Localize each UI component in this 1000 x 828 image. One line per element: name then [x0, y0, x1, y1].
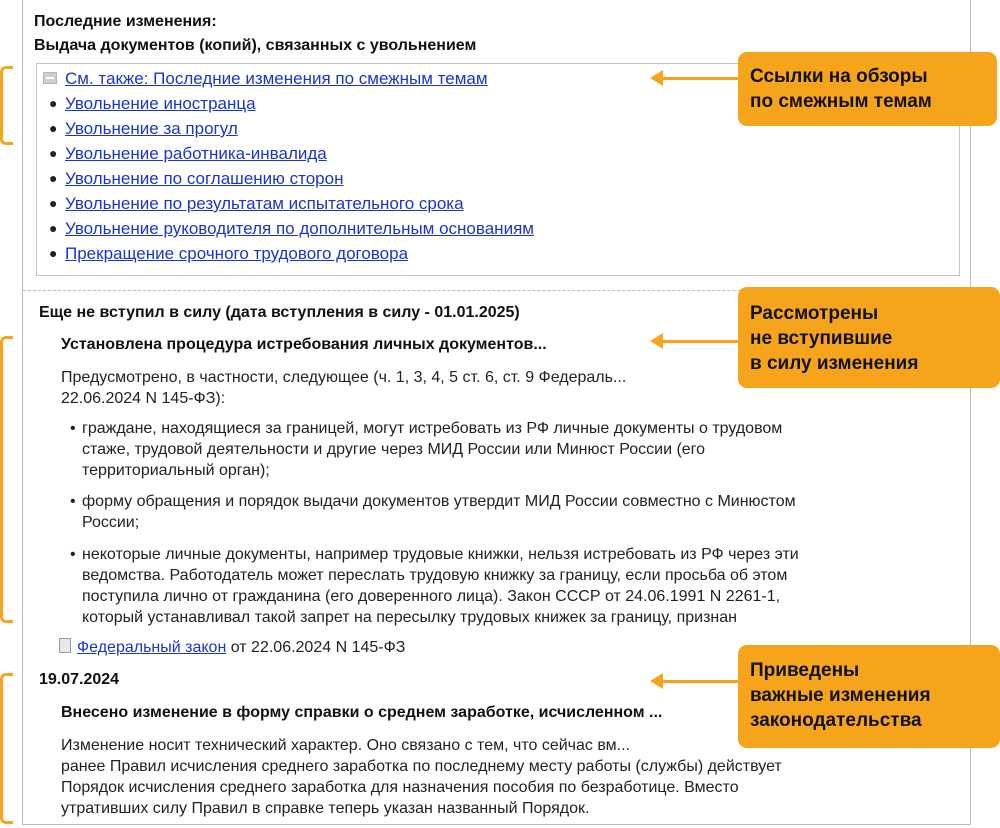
- related-link[interactable]: Прекращение срочного трудового договора: [65, 244, 409, 263]
- bracket-marker: [0, 66, 13, 145]
- callout-line: законодательства: [750, 710, 922, 731]
- list-item: [70, 491, 962, 533]
- collapse-icon[interactable]: [43, 72, 57, 84]
- source-document: [59, 638, 405, 657]
- related-link[interactable]: Увольнение иностранца: [65, 94, 256, 113]
- intro-text: [61, 367, 626, 409]
- list-item: [42, 141, 534, 166]
- text-line: Изменение носит технический характер. Оно связано с тем, что сейчас вм...: [61, 737, 630, 754]
- bullet-icon: •: [70, 420, 76, 437]
- arrow-icon: [662, 77, 738, 80]
- bullet-line: стаже, трудовой деятельности и другие через МИД России или Минюст России (его: [82, 441, 706, 458]
- related-link[interactable]: Увольнение за прогул: [65, 119, 238, 138]
- bullet-line: некоторые личные документы, например трудовые книжки, нельзя истребовать из РФ через эти: [82, 546, 799, 563]
- change-title: Внесено изменение в форму справки о среднем заработке, исчисленном ...: [61, 704, 663, 721]
- bullet-icon: ●: [49, 145, 58, 161]
- bullet-icon: ●: [49, 95, 58, 111]
- bullet-icon: ●: [49, 120, 58, 136]
- callout-line: Приведены: [750, 660, 860, 681]
- bullet-line: России;: [82, 514, 140, 531]
- bullet-line: который устанавливал такой запрет на пересылку трудовых книжек за границу, признан: [82, 609, 737, 626]
- callout-line: в силу изменения: [750, 353, 919, 374]
- callout-line: важные изменения: [750, 685, 931, 706]
- bullet-icon: ●: [49, 245, 58, 261]
- see-also-item: [42, 66, 534, 91]
- section-title: Еще не вступил в силу (дата вступления в силу - 01.01.2025): [39, 304, 520, 321]
- see-also-link[interactable]: См. также: Последние изменения по смежным темам: [65, 69, 488, 88]
- callout-pending-changes: [738, 287, 1000, 388]
- intro-line: 22.06.2024 N 145-ФЗ):: [61, 390, 226, 407]
- document-icon: [59, 638, 71, 653]
- related-link[interactable]: Увольнение по результатам испытательного срока: [65, 194, 464, 213]
- callout-related-links: [738, 52, 997, 126]
- bracket-marker: [0, 336, 13, 623]
- change-title: Установлена процедура истребования личных документов...: [61, 336, 547, 353]
- change-text: [61, 735, 782, 819]
- change-date: 19.07.2024: [39, 671, 120, 688]
- bullet-line: территориальный орган);: [82, 462, 270, 479]
- list-item: [42, 166, 534, 191]
- related-link[interactable]: Увольнение работника-инвалида: [65, 144, 327, 163]
- callout-line: по смежным темам: [750, 91, 932, 112]
- list-item: [42, 91, 534, 116]
- bullet-line: граждане, находящиеся за границей, могут истребовать из РФ личные документы о трудовом: [82, 420, 783, 437]
- bullet-icon: ●: [49, 220, 58, 236]
- list-item: [42, 191, 534, 216]
- text-line: утративших силу Правил в справке теперь указан названный Порядок.: [61, 800, 590, 817]
- law-link[interactable]: Федеральный закон: [77, 639, 227, 656]
- list-item: [42, 116, 534, 141]
- callout-line: Рассмотрены: [750, 303, 879, 324]
- callout-line: Ссылки на обзоры: [750, 66, 928, 87]
- bullet-line: форму обращения и порядок выдачи документов утвердит МИД России совместно с Минюстом: [82, 493, 796, 510]
- bullet-icon: •: [70, 546, 76, 563]
- bullet-icon: ●: [49, 170, 58, 186]
- arrow-icon: [662, 340, 738, 343]
- list-item: [42, 241, 534, 266]
- page-title-line2: Выдача документов (копий), связанных с увольнением: [34, 37, 477, 54]
- related-link[interactable]: Увольнение руководителя по дополнительным основаниям: [65, 219, 534, 238]
- text-line: Порядок исчисления среднего заработка для назначения пособия по безработице. Вместо: [61, 779, 739, 796]
- list-item: [70, 418, 962, 481]
- text-line: ранее Правил исчисления среднего заработка по последнему месту работы (службы) действует: [61, 758, 782, 775]
- callout-important-changes: [738, 645, 1000, 748]
- bullet-line: ведомства. Работодатель может переслать трудовую книжку за границу, если просьба об этом: [82, 567, 788, 584]
- bracket-marker: [0, 673, 13, 824]
- bullet-icon: ●: [49, 195, 58, 211]
- bullet-line: поступила лично от гражданина (его доверенного лица). Закон СССР от 24.06.1991 N 2261-1,: [82, 588, 781, 605]
- intro-line: Предусмотрено, в частности, следующее (ч. 1, 3, 4, 5 ст. 6, ст. 9 Федераль...: [61, 369, 627, 386]
- list-item: [42, 216, 534, 241]
- callout-line: не вступившие: [750, 328, 893, 349]
- related-link[interactable]: Увольнение по соглашению сторон: [65, 169, 344, 188]
- law-details: от 22.06.2024 N 145-ФЗ: [226, 639, 406, 656]
- related-links-list: [42, 66, 534, 266]
- page-title: [34, 10, 476, 58]
- page-title-line1: Последние изменения:: [34, 13, 217, 30]
- list-item: [70, 544, 962, 628]
- bullet-icon: •: [70, 493, 76, 510]
- arrow-icon: [662, 680, 738, 683]
